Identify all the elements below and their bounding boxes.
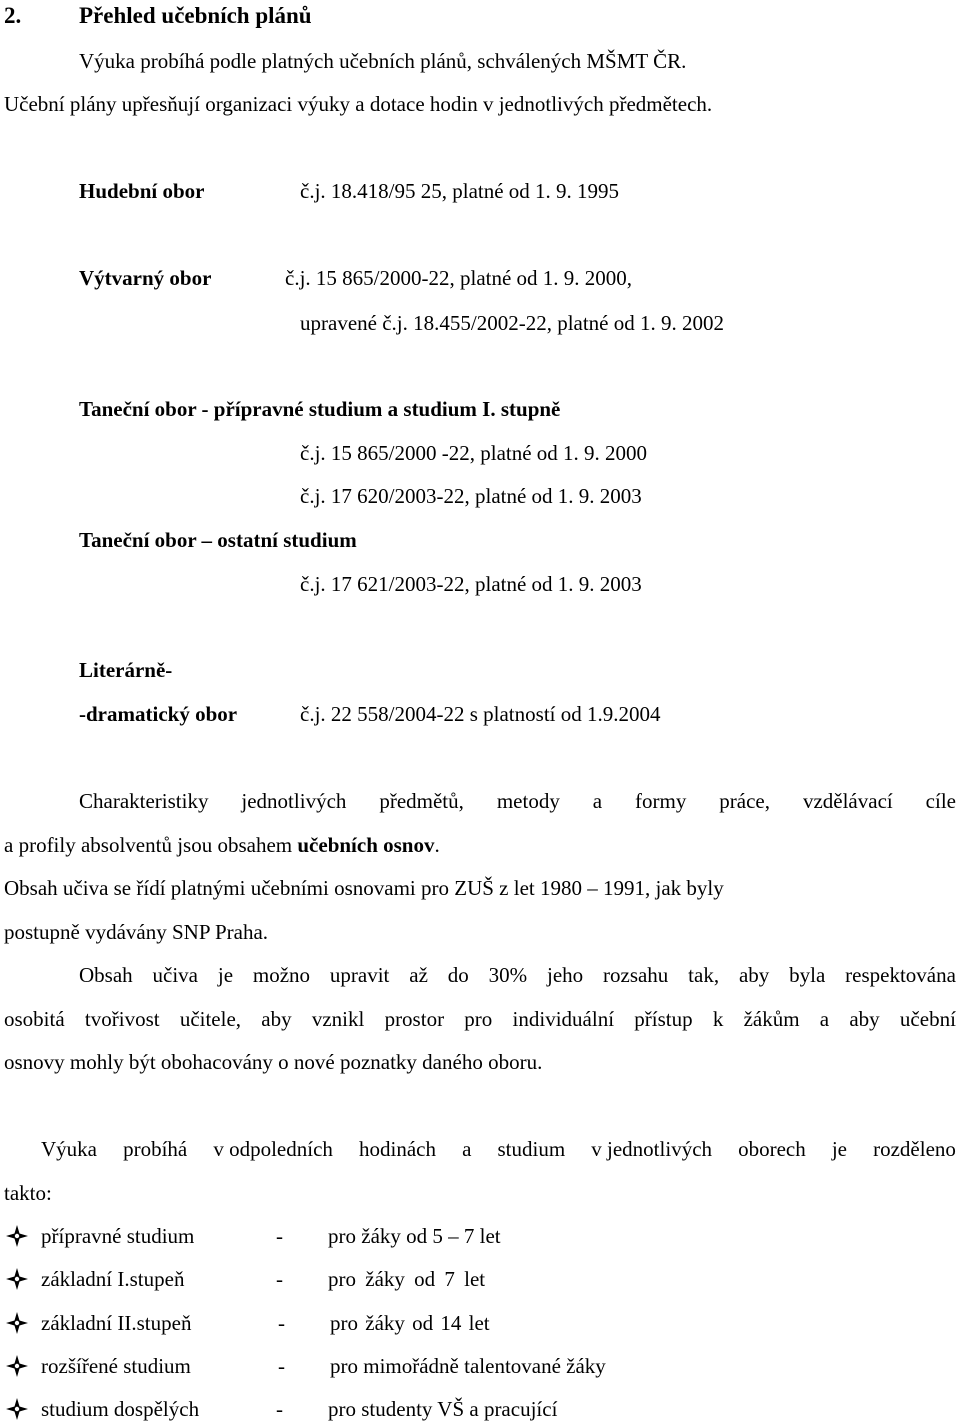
study-level-dash: -	[276, 1224, 283, 1248]
plan-label-art: Výtvarný obor	[79, 266, 212, 290]
diamond-bullet-icon	[6, 1312, 28, 1334]
intro-line-2: Učební plány upřesňují organizaci výuky a dotace hodin v jednotlivých předmětech.	[4, 92, 713, 116]
word: v odpoledních	[213, 1137, 333, 1161]
plan-ref-dance-other: č.j. 17 621/2003-22, platné od 1. 9. 2003	[300, 572, 642, 596]
word: až	[409, 963, 428, 987]
teaching-line-2: takto:	[4, 1181, 52, 1205]
word: respektována	[845, 963, 956, 987]
plan-ref-dance-basic-2: č.j. 17 620/2003-22, platné od 1. 9. 2003	[300, 484, 642, 508]
word: tvořivost	[84, 1007, 160, 1031]
plan-ref-art-1: č.j. 15 865/2000-22, platné od 1. 9. 2000,	[285, 266, 633, 290]
word: učební	[899, 1007, 956, 1031]
diamond-bullet-icon	[6, 1398, 28, 1420]
word: osobitá	[4, 1007, 65, 1031]
word: do	[447, 963, 469, 987]
word: Výuka	[41, 1137, 97, 1161]
study-level-name: přípravné studium	[41, 1224, 195, 1248]
word: jednotlivých	[241, 789, 347, 813]
word: možno	[252, 963, 311, 987]
plan-label-dance-other: Taneční obor – ostatní studium	[79, 528, 357, 552]
study-level-desc	[328, 1399, 557, 1420]
word: pro	[464, 1007, 493, 1031]
word: rozděleno	[873, 1137, 956, 1161]
characteristics-period: .	[434, 833, 440, 857]
study-level-desc-text: pro studenty VŠ a pracující	[328, 1397, 558, 1421]
diamond-bullet-icon	[6, 1225, 28, 1247]
word: Obsah	[79, 963, 133, 987]
modification-line-2	[4, 1009, 956, 1030]
modification-line-1	[79, 965, 956, 986]
section-title: Přehled učebních plánů	[79, 3, 312, 28]
content-line-1: Obsah učiva se řídí platnými učebními osnovami pro ZUŠ z let 1980 – 1991, jak byly	[4, 876, 724, 900]
plan-ref-music: č.j. 18.418/95 25, platné od 1. 9. 1995	[300, 179, 620, 203]
word: prostor	[384, 1007, 445, 1031]
word: byla	[789, 963, 826, 987]
word: formy	[635, 789, 687, 813]
content-line-2: postupně vydávány SNP Praha.	[4, 920, 269, 944]
word: jeho	[546, 963, 584, 987]
study-level-dash: -	[276, 1267, 283, 1291]
word: metody	[496, 789, 560, 813]
word: Charakteristiky	[79, 789, 209, 813]
word: předmětů,	[379, 789, 464, 813]
word: aby	[738, 963, 770, 987]
study-level-desc-text: pro žáky od 14 let	[330, 1311, 490, 1335]
word: oborech	[738, 1137, 806, 1161]
modification-line-3: osnovy mohly být obohacovány o nové poznatky daného oboru.	[4, 1050, 543, 1074]
word: je	[831, 1137, 847, 1161]
word: vzdělávací	[802, 789, 893, 813]
teaching-line-1	[41, 1139, 956, 1160]
study-level-dash: -	[278, 1354, 285, 1378]
diamond-bullet-icon	[6, 1268, 28, 1290]
study-level-desc-text: pro žáky od 7 let	[328, 1267, 486, 1291]
study-level-name: základní I.stupeň	[41, 1267, 185, 1291]
study-level-name: studium dospělých	[41, 1397, 200, 1421]
word: je	[217, 963, 234, 987]
section-number: 2.	[4, 3, 22, 28]
word: žákům	[743, 1007, 800, 1031]
characteristics-line-1	[79, 791, 956, 812]
plan-label-drama-2: -dramatický obor	[79, 702, 238, 726]
word: studium	[497, 1137, 566, 1161]
word: a	[819, 1007, 830, 1031]
plan-ref-art-2: upravené č.j. 18.455/2002-22, platné od 1. 9. 2002	[300, 311, 724, 335]
plan-ref-drama: č.j. 22 558/2004-22 s platností od 1.9.2004	[300, 702, 661, 726]
word: vznikl	[311, 1007, 365, 1031]
study-level-desc-text: pro žáky od 5 – 7 let	[328, 1224, 501, 1248]
word: práce,	[719, 789, 771, 813]
characteristics-text: a profily absolventů jsou obsahem	[4, 833, 298, 857]
study-level-name: základní II.stupeň	[41, 1311, 192, 1335]
intro-line-1: Výuka probíhá podle platných učebních plánů, schválených MŠMT ČR.	[79, 49, 687, 73]
study-level-name: rozšířené studium	[41, 1354, 191, 1378]
study-level-dash: -	[278, 1311, 285, 1335]
plan-label-dance-basic: Taneční obor - přípravné studium a studium I. stupně	[79, 397, 561, 421]
word: přístup	[634, 1007, 693, 1031]
word: v jednotlivých	[591, 1137, 713, 1161]
word: učiva	[152, 963, 199, 987]
plan-label-music: Hudební obor	[79, 179, 205, 203]
curriculum-emphasis: učebních osnov	[297, 833, 435, 857]
word: cíle	[925, 789, 956, 813]
word: 30%	[488, 963, 528, 987]
word: aby	[849, 1007, 880, 1031]
word: individuální	[512, 1007, 615, 1031]
word: probíhá	[123, 1137, 188, 1161]
word: hodinách	[359, 1137, 436, 1161]
plan-ref-dance-basic-1: č.j. 15 865/2000 -22, platné od 1. 9. 2000	[300, 441, 648, 465]
word: aby	[261, 1007, 292, 1031]
study-level-dash: -	[276, 1397, 283, 1421]
word: a	[462, 1137, 472, 1161]
study-level-desc	[330, 1356, 606, 1377]
word: k	[712, 1007, 724, 1031]
word: učitele,	[179, 1007, 242, 1031]
word: upravit	[329, 963, 390, 987]
study-level-desc-text: pro mimořádně talentované žáky	[330, 1354, 606, 1378]
study-level-desc	[328, 1226, 501, 1247]
word: tak,	[688, 963, 720, 987]
plan-label-drama-1: Literárně-	[79, 658, 173, 682]
study-level-desc	[328, 1269, 485, 1290]
study-level-desc	[330, 1313, 490, 1334]
diamond-bullet-icon	[6, 1355, 28, 1377]
word: rozsahu	[603, 963, 669, 987]
characteristics-line-2	[4, 835, 440, 856]
word: a	[592, 789, 603, 813]
